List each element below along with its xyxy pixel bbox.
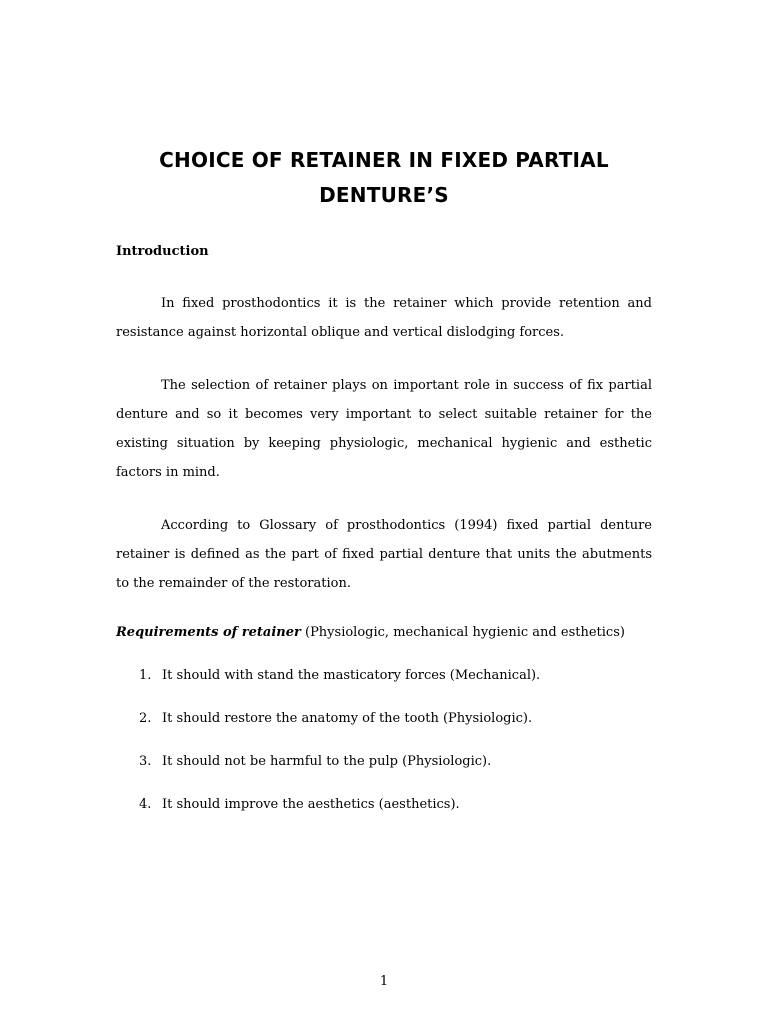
introduction-heading: Introduction <box>116 244 209 259</box>
paragraph-1: In fixed prosthodontics it is the retainer which provide retention and resistance against horizontal oblique and vertical dislodging forces. <box>116 296 652 340</box>
requirements-suffix: (Physiologic, mechanical hygienic and esthetics) <box>300 625 625 640</box>
paragraph-2: The selection of retainer plays on important role in success of fix partial denture and so it becomes very important to select suitable retainer for the existing situation by keeping physiologic, mechanical hygienic and esthetic factors in mind. <box>116 378 652 480</box>
requirements-label: Requirements of retainer <box>116 625 301 640</box>
title-line-1: CHOICE OF RETAINER IN FIXED PARTIAL <box>159 148 609 172</box>
paragraph-3: According to Glossary of prosthodontics (1994) fixed partial denture retainer is defined as the part of fixed partial denture that units the abutments to the remainder of the restoration. <box>116 518 652 591</box>
list-item-text: It should improve the aesthetics (aesthetics). <box>162 797 460 812</box>
list-item <box>116 709 652 752</box>
list-item <box>116 752 652 795</box>
requirements-heading <box>116 623 625 643</box>
list-item-text: It should with stand the masticatory forces (Mechanical). <box>162 668 541 683</box>
title-line-2: DENTURE’S <box>319 183 449 207</box>
list-item-text: It should restore the anatomy of the tooth (Physiologic). <box>162 711 533 726</box>
document-title <box>116 143 652 213</box>
list-item-number: 4. <box>139 797 152 812</box>
list-item-number: 3. <box>139 754 152 769</box>
list-item <box>116 795 652 838</box>
list-item-number: 2. <box>139 711 152 726</box>
list-item-number: 1. <box>139 668 152 683</box>
list-item-text: It should not be harmful to the pulp (Physiologic). <box>162 754 492 769</box>
page-number: 1 <box>379 974 389 989</box>
list-item <box>116 666 652 709</box>
requirements-list <box>116 666 652 838</box>
